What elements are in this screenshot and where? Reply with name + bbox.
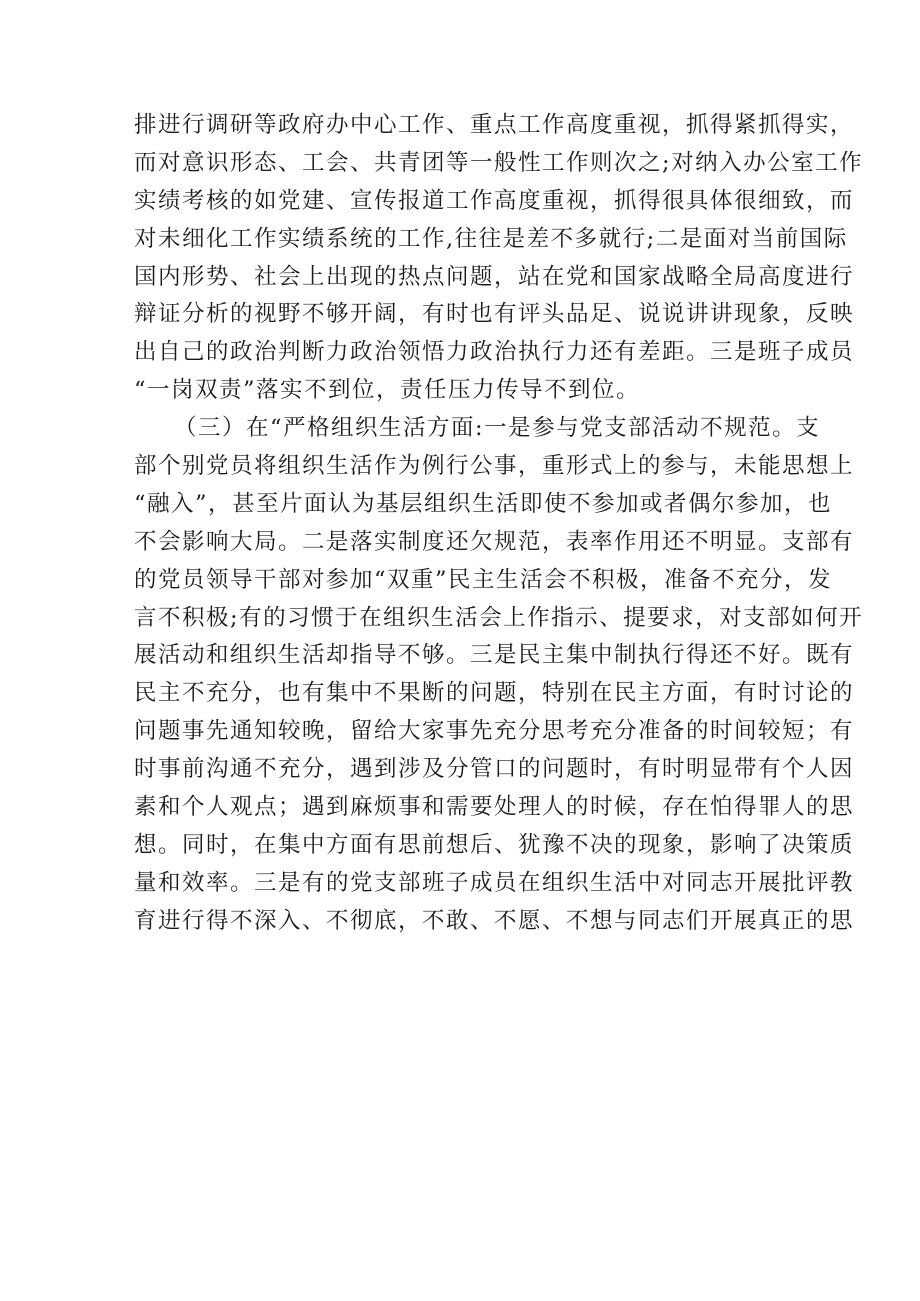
text-line: 育进行得不深入、不彻底，不敢、不愿、不想与同志们开展真正的思: [134, 907, 855, 934]
text-line: 出自己的政治判断力政治领悟力政治执行力还有差距。三是班子成员: [134, 339, 855, 366]
text-line: “融入”，甚至片面认为基层组织生活即使不参加或者偶尔参加，也: [134, 490, 833, 517]
text-line: “一岗双责”落实不到位，责任压力传导不到位。: [134, 377, 641, 404]
text-line: 时事前沟通不充分，遇到涉及分管口的问题时，有时明显带有个人因: [134, 756, 855, 783]
text-line: 排进行调研等政府办中心工作、重点工作高度重视，抓得紧抓得实，: [134, 112, 855, 138]
text-line: 言不积极;有的习惯于在组织生活会上作指示、提要求，对支部如何开: [134, 604, 864, 631]
text-line: 对未细化工作实绩系统的工作,往往是差不多就行;二是面对当前国际: [134, 225, 848, 252]
text-line: 实绩考核的如党建、宣传报道工作高度重视，抓得很具体很细致，而: [134, 187, 855, 214]
text-line: 辩证分析的视野不够开阔，有时也有评头品足、说说讲讲现象，反映: [134, 301, 855, 328]
text-line: 不会影响大局。二是落实制度还欠规范，表率作用还不明显。支部有: [134, 528, 855, 555]
text-line: 想。同时，在集中方面有思前想后、犹豫不决的现象，影响了决策质: [134, 831, 855, 858]
text-line: 国内形势、社会上出现的热点问题，站在党和国家战略全局高度进行: [134, 263, 855, 290]
text-line: 量和效率。三是有的党支部班子成员在组织生活中对同志开展批评教: [134, 869, 855, 896]
text-line: 展活动和组织生活却指导不够。三是民主集中制执行得还不好。既有: [134, 642, 855, 669]
text-line: 部个别党员将组织生活作为例行公事，重形式上的参与，未能思想上: [134, 453, 855, 480]
text-line: 的党员领导干部对参加“双重”民主生活会不积极，准备不充分，发: [134, 566, 833, 593]
document-body: [134, 107, 864, 941]
text-line: 素和个人观点；遇到麻烦事和需要处理人的时候，存在怕得罪人的思: [134, 794, 855, 821]
text-line: 民主不充分，也有集中不果断的问题，特别在民主方面，有时讨论的: [134, 680, 855, 707]
paragraph-1: [134, 107, 864, 410]
text-line: 问题事先通知较晚，留给大家事先充分思考充分准备的时间较短；有: [134, 718, 855, 745]
text-line: （三）在“严格组织生活方面:一是参与党支部活动不规范。支: [174, 415, 821, 442]
text-line: 而对意识形态、工会、共青团等一般性工作则次之;对纳入办公室工作: [134, 149, 864, 176]
paragraph-2: [134, 410, 864, 940]
